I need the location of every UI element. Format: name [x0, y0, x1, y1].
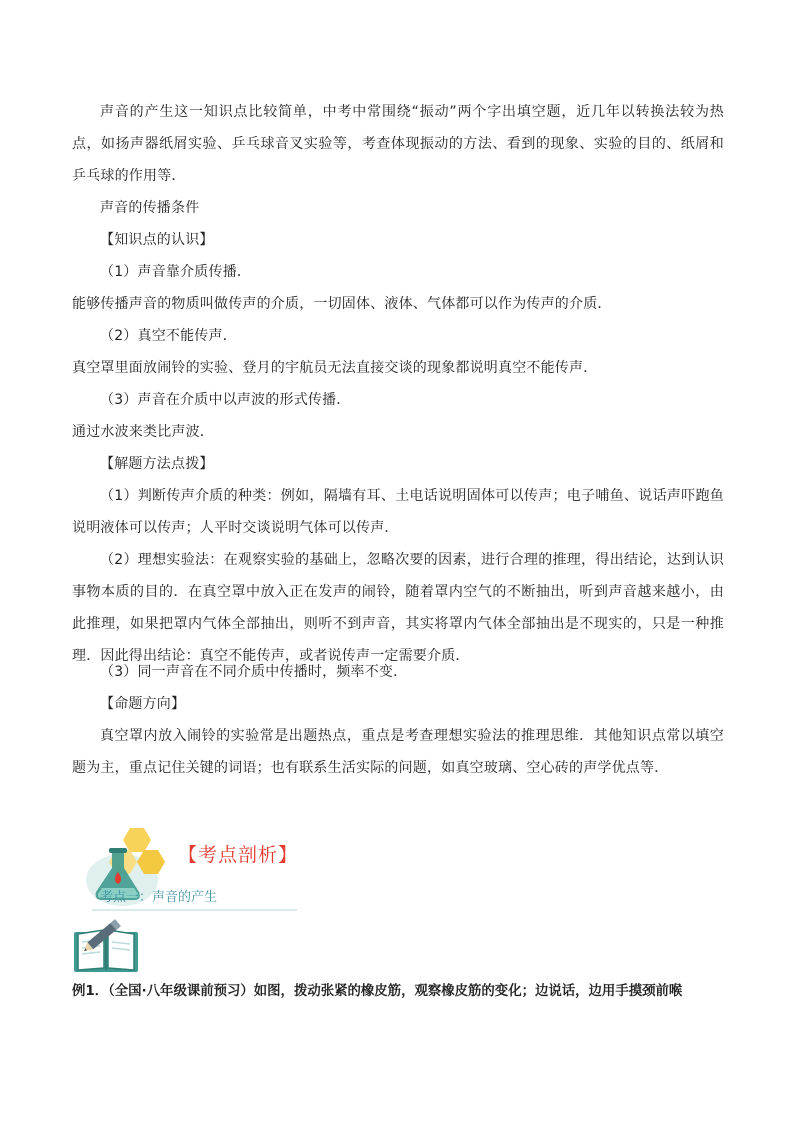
knowledge-header: 【知识点的认识】: [100, 232, 214, 248]
book-pencil-icon: [72, 918, 140, 974]
knowledge-point-2-desc: 真空罩里面放闹铃的实验、登月的宇航员无法直接交谈的现象都说明真空不能传声．: [72, 360, 598, 376]
knowledge-point-2: （2）真空不能传声．: [100, 328, 237, 344]
method-point-2: （2）理想实验法：在观察实验的基础上，忽略次要的因素，进行合理的推理，得出结论，达到认识事物本质的目的．在真空罩中放入正在发声的闹铃，随着罩内空气的不断抽出，听到声音越来越小，由此推理，如果把罩内气体全部抽出，则听不到声音，其实将罩内气体全部抽出是不现实的，只是一种推理．因此得出结论：真空不能传声，或者说传声一定需要介质．: [72, 552, 724, 664]
method-header: 【解题方法点拨】: [100, 456, 214, 472]
knowledge-point-3-desc: 通过水波来类比声波．: [72, 424, 214, 440]
knowledge-point-1-desc: 能够传播声音的物质叫做传声的介质，一切固体、液体、气体都可以作为传声的介质．: [72, 296, 612, 312]
example-1: 例1．（全国·八年级课前预习）如图，拨动张紧的橡皮筋，观察橡皮筋的变化；边说话，边用手摸颈前喉: [72, 984, 683, 999]
knowledge-point-3: （3）声音在介质中以声波的形式传播．: [100, 392, 351, 408]
section-banner-title: 【考点剖析】: [178, 844, 299, 866]
propagation-title: 声音的传播条件: [100, 200, 200, 216]
direction-header: 【命题方向】: [100, 696, 186, 712]
method-point-1: （1）判断传声介质的种类：例如，隔墙有耳、土电话说明固体可以传声；电子哺鱼、说话声吓跑鱼说明液体可以传声；人平时交谈说明气体可以传声．: [72, 488, 724, 536]
method-point-3: （3）同一声音在不同介质中传播时，频率不变．: [100, 664, 408, 680]
knowledge-point-1: （1）声音靠介质传播．: [100, 264, 252, 280]
direction-paragraph: 真空罩内放入闹铃的实验常是出题热点，重点是考查理想实验法的推理思维．其他知识点常以填空题为主，重点记住关键的词语；也有联系生活实际的问题，如真空玻璃、空心砖的声学优点等．: [72, 728, 724, 776]
intro-paragraph: 声音的产生这一知识点比较简单，中考中常围绕“振动”两个字出填空题，近几年以转换法较为热点，如扬声器纸屑实验、乒乓球音叉实验等，考查体现振动的方法、看到的现象、实验的目的、纸屑和乒乓球的作用等．: [72, 104, 724, 184]
exam-point-heading: 考点一：声音的产生: [100, 890, 218, 905]
